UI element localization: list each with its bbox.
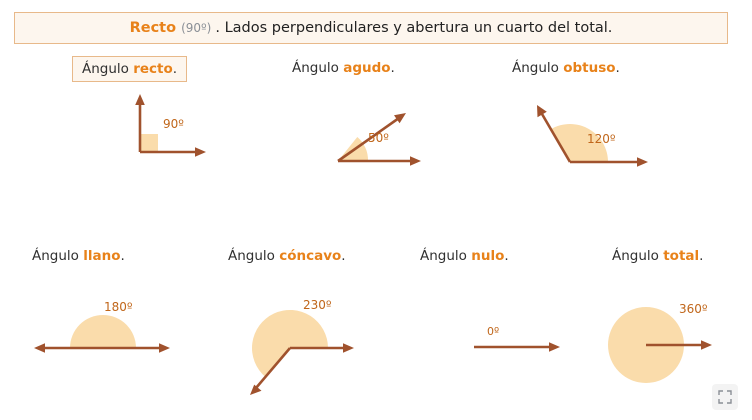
caption-llano-suffix: .: [120, 248, 125, 264]
degree-label-obtuso: 120º: [587, 132, 616, 146]
fullscreen-button[interactable]: [712, 384, 738, 410]
caption-total-keyword: total: [663, 248, 700, 264]
caption-llano: [32, 248, 125, 264]
caption-recto-suffix: .: [172, 61, 178, 77]
degree-label-agudo: 50º: [368, 131, 389, 145]
caption-total-prefix: Ángulo: [612, 248, 664, 264]
degree-label-nulo: 0º: [487, 325, 500, 338]
figure-recto: [100, 92, 230, 172]
caption-llano-prefix: Ángulo: [32, 248, 84, 264]
caption-agudo-prefix: Ángulo: [292, 60, 344, 76]
caption-concavo-prefix: Ángulo: [228, 248, 280, 264]
caption-agudo: [292, 60, 395, 76]
caption-nulo-prefix: Ángulo: [420, 248, 472, 264]
caption-nulo-suffix: .: [504, 248, 509, 264]
caption-total-suffix: .: [699, 248, 704, 264]
caption-concavo-keyword: cóncavo: [279, 248, 342, 264]
caption-nulo-keyword: nulo: [471, 248, 505, 264]
caption-recto: [72, 56, 187, 82]
caption-recto-prefix: Ángulo: [82, 61, 134, 77]
figure-total: [606, 300, 736, 386]
caption-agudo-keyword: agudo: [343, 60, 391, 76]
degree-label-llano: 180º: [104, 300, 133, 314]
caption-nulo: [420, 248, 509, 264]
caption-obtuso-suffix: .: [615, 60, 620, 76]
banner-keyword: Recto: [129, 20, 177, 36]
caption-obtuso-keyword: obtuso: [563, 60, 616, 76]
caption-total: [612, 248, 703, 264]
degree-label-total: 360º: [679, 302, 708, 316]
caption-concavo-suffix: .: [341, 248, 346, 264]
fullscreen-icon: [718, 390, 732, 404]
caption-agudo-suffix: .: [390, 60, 395, 76]
caption-concavo: [228, 248, 346, 264]
caption-recto-keyword: recto: [133, 61, 173, 77]
caption-obtuso: [512, 60, 620, 76]
definition-banner: [14, 12, 728, 44]
caption-llano-keyword: llano: [83, 248, 121, 264]
degree-label-recto: 90º: [163, 117, 184, 131]
degree-label-concavo: 230º: [303, 298, 332, 312]
banner-text: . Lados perpendiculares y abertura un cuarto del total.: [215, 20, 613, 36]
banner-degrees: (90º): [181, 21, 212, 35]
caption-obtuso-prefix: Ángulo: [512, 60, 564, 76]
